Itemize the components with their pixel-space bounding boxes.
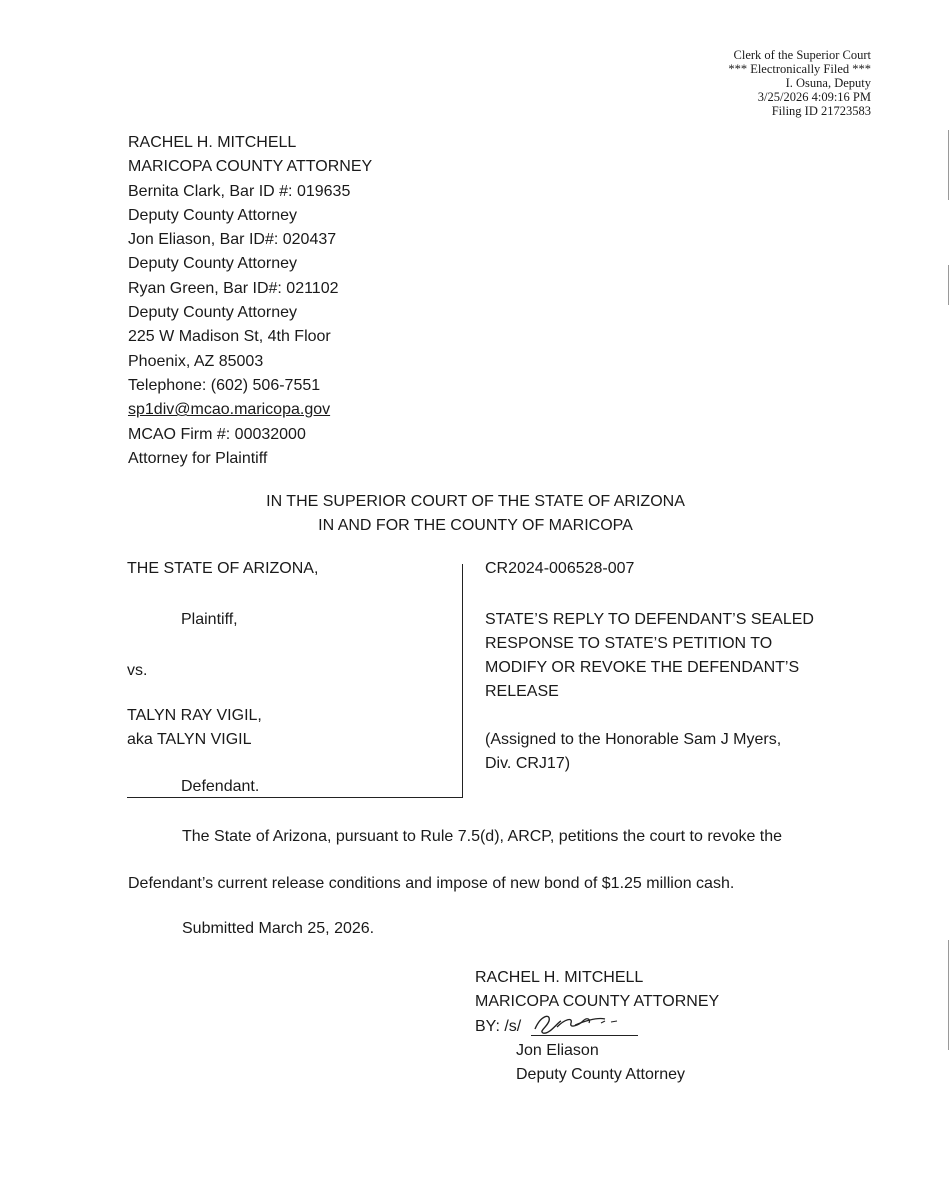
- case-number: CR2024-006528-007: [485, 560, 635, 577]
- document-title-line: RESPONSE TO STATE’S PETITION TO: [485, 635, 773, 652]
- signature-by-label: BY: /s/: [475, 1017, 522, 1035]
- attorney-line: 225 W Madison St, 4th Floor: [128, 328, 331, 346]
- scan-edge-mark: [948, 130, 949, 200]
- signature-by-line: [475, 1015, 795, 1039]
- defendant-role: Defendant.: [181, 778, 260, 795]
- stamp-line-efiled: *** Electronically Filed ***: [728, 62, 871, 76]
- defendant-aka: aka TALYN VIGIL: [127, 731, 252, 748]
- body-paragraph-line-2: Defendant’s current release conditions and impose of new bond of $1.25 million cash.: [128, 875, 735, 892]
- attorney-block: [128, 131, 372, 471]
- attorney-line: Jon Eliason, Bar ID#: 020437: [128, 231, 337, 249]
- signature-office-title: MARICOPA COUNTY ATTORNEY: [475, 993, 720, 1011]
- submitted-date: Submitted March 25, 2026.: [182, 920, 375, 937]
- plaintiff-role: Plaintiff,: [181, 611, 238, 628]
- body-paragraph-line-1: The State of Arizona, pursuant to Rule 7.5(d), ARCP, petitions the court to revoke the: [182, 828, 783, 845]
- stamp-line-deputy: I. Osuna, Deputy: [785, 76, 871, 90]
- email-link[interactable]: sp1div@mcao.maricopa.gov: [128, 401, 331, 419]
- attorney-line: Deputy County Attorney: [128, 255, 297, 273]
- attorney-line: Deputy County Attorney: [128, 304, 297, 322]
- signer-name: Jon Eliason: [516, 1041, 599, 1059]
- scan-edge-mark: [948, 265, 949, 305]
- court-line-1: IN THE SUPERIOR COURT OF THE STATE OF ARIZONA: [266, 493, 685, 510]
- versus: vs.: [127, 662, 148, 679]
- defendant-name: TALYN RAY VIGIL,: [127, 707, 262, 724]
- document-title-line: STATE’S REPLY TO DEFENDANT’S SEALED: [485, 611, 814, 628]
- assigned-judge-line: Div. CRJ17): [485, 755, 571, 772]
- attorney-line: Telephone: (602) 506-7551: [128, 376, 321, 394]
- handwritten-signature: [531, 1009, 621, 1037]
- court-heading: [0, 490, 951, 538]
- stamp-line-filing-id: Filing ID 21723583: [771, 104, 871, 118]
- filing-stamp: [611, 48, 871, 118]
- signature-block: [475, 966, 795, 1087]
- signature-underline: [531, 1035, 638, 1036]
- caption-vertical-rule: [462, 564, 463, 798]
- signer-title: Deputy County Attorney: [516, 1065, 685, 1083]
- document-title-line: RELEASE: [485, 683, 559, 700]
- court-line-2: IN AND FOR THE COUNTY OF MARICOPA: [318, 517, 633, 534]
- firm-number: MCAO Firm #: 00032000: [128, 425, 306, 443]
- signature-office-name: RACHEL H. MITCHELL: [475, 969, 644, 986]
- assigned-judge-line: (Assigned to the Honorable Sam J Myers,: [485, 731, 782, 748]
- attorney-line: Ryan Green, Bar ID#: 021102: [128, 279, 339, 297]
- attorney-line: MARICOPA COUNTY ATTORNEY: [128, 158, 373, 176]
- attorney-line: RACHEL H. MITCHELL: [128, 134, 297, 151]
- document-title-line: MODIFY OR REVOKE THE DEFENDANT’S: [485, 659, 800, 676]
- plaintiff-name: THE STATE OF ARIZONA,: [127, 560, 319, 577]
- scan-edge-mark: [948, 940, 949, 1050]
- attorney-role: Attorney for Plaintiff: [128, 449, 268, 467]
- attorney-line: Phoenix, AZ 85003: [128, 352, 264, 370]
- caption-horizontal-rule: [127, 797, 463, 798]
- attorney-line: Bernita Clark, Bar ID #: 019635: [128, 182, 351, 200]
- stamp-line-clerk: Clerk of the Superior Court: [733, 48, 871, 62]
- stamp-line-datetime: 3/25/2026 4:09:16 PM: [757, 90, 871, 104]
- attorney-line: Deputy County Attorney: [128, 206, 297, 224]
